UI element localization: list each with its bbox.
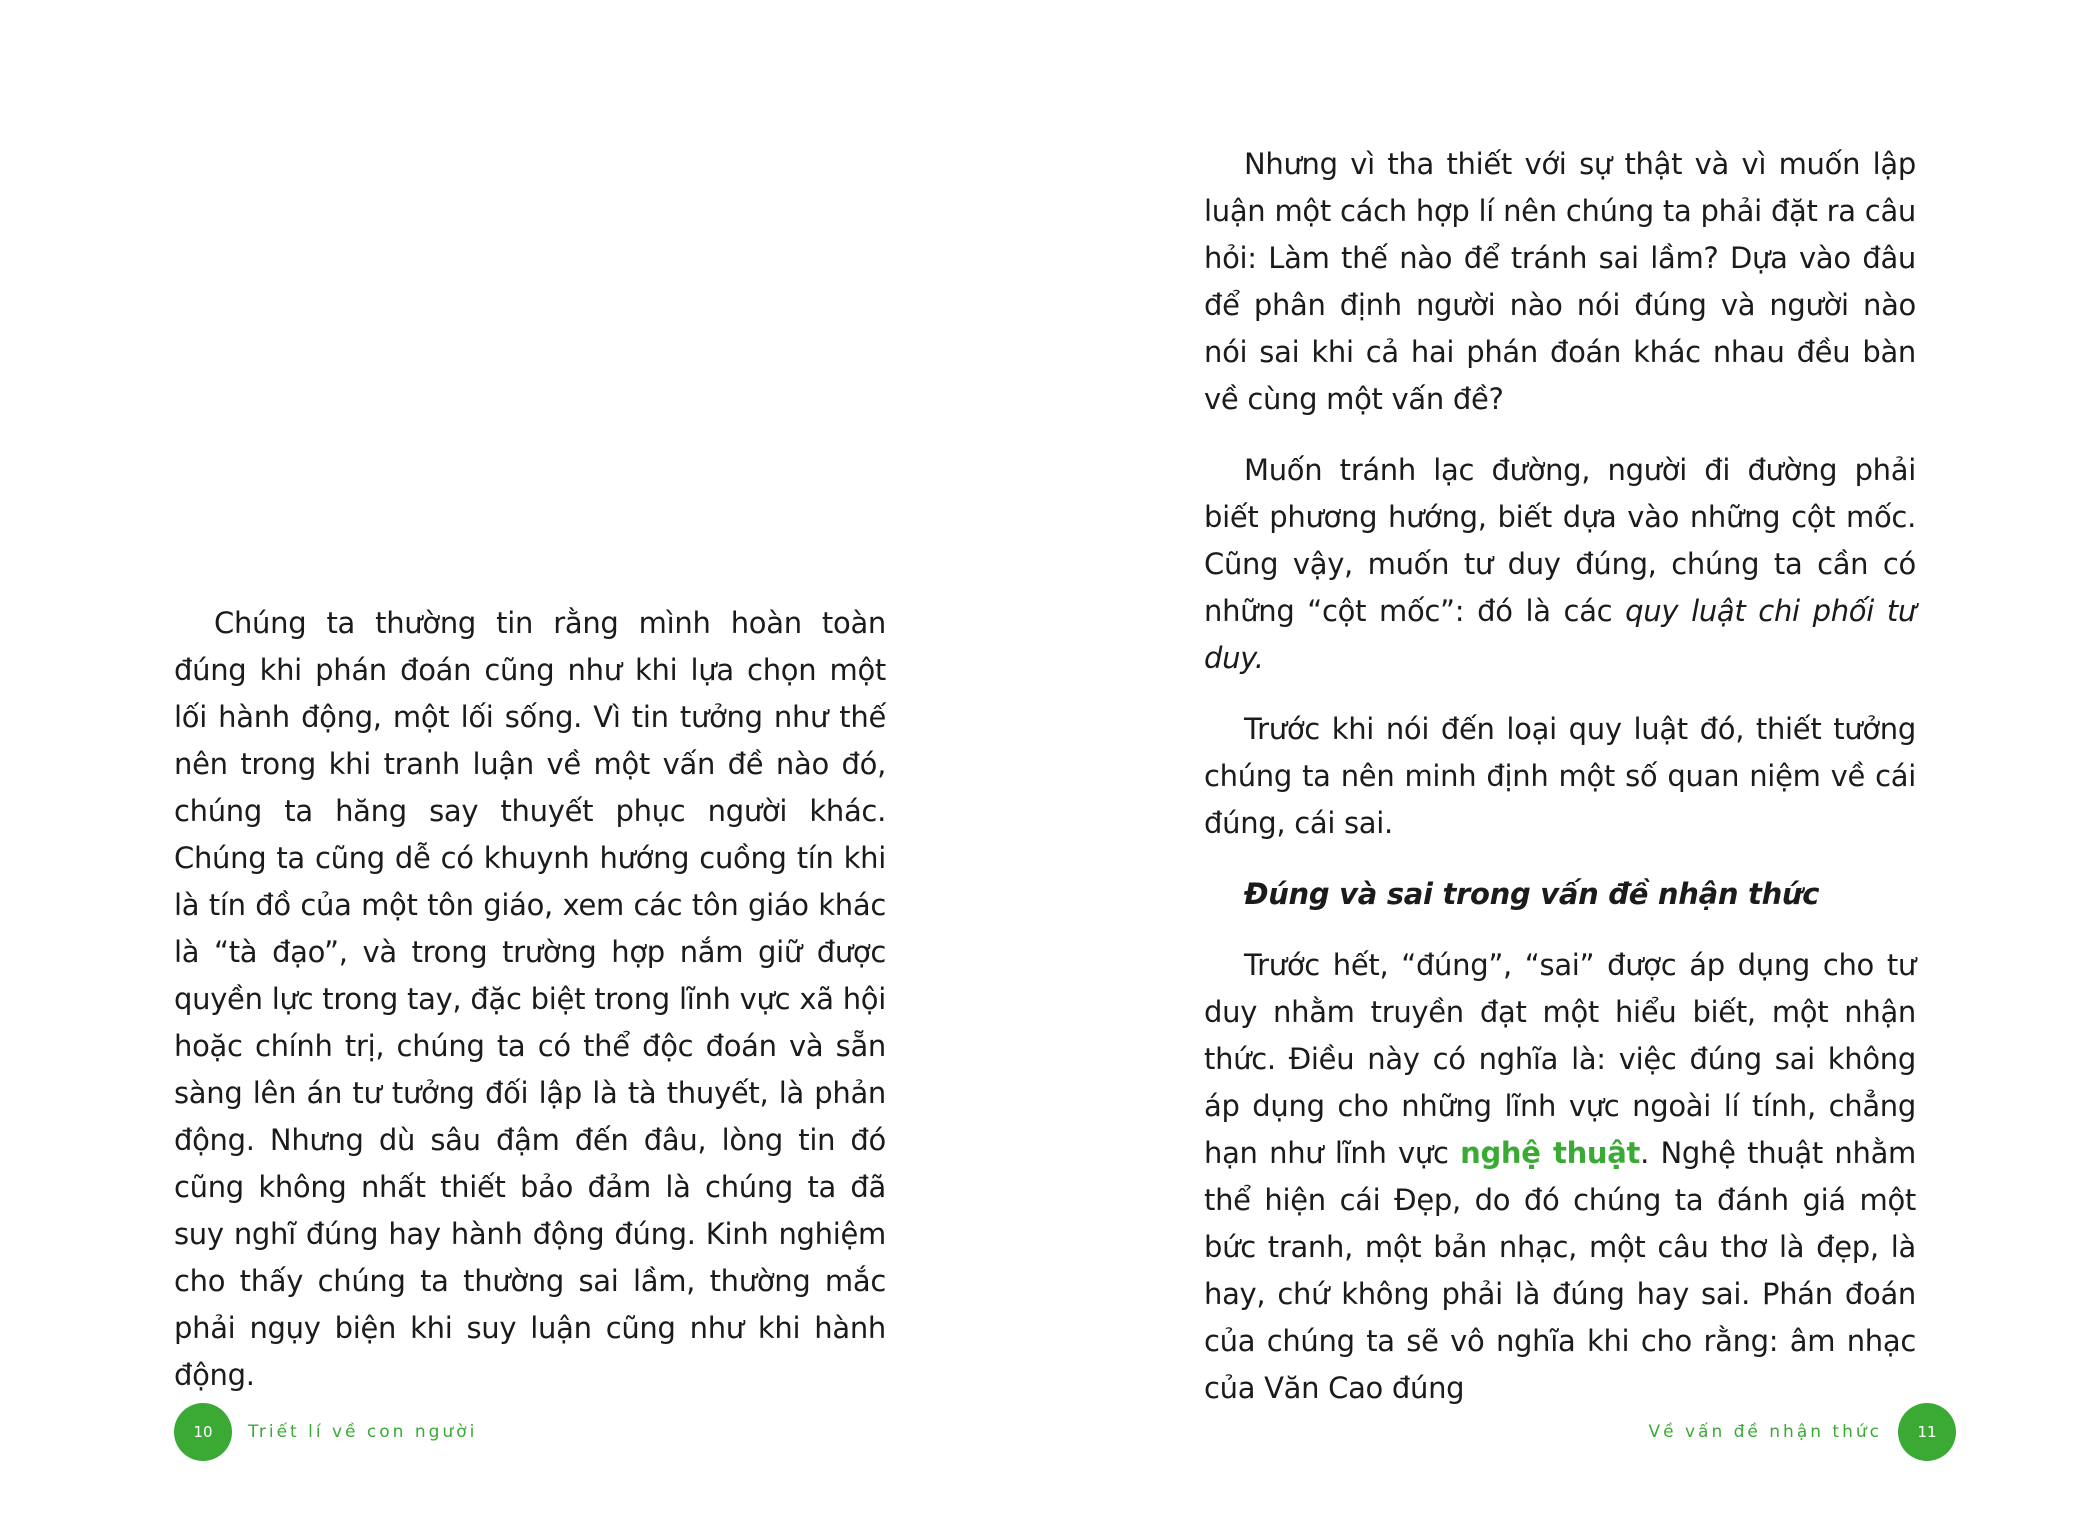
paragraph-4-text-start: Trước hết, “đúng”, “sai” được áp dụng cho tư duy nhằm truyền đạt một hiểu biết, một nhận thức. Điều này có nghĩa là: việc đúng sai không áp dụng cho những lĩnh vực ngoài lí tính, chẳng hạn như lĩnh vực bbox=[1204, 948, 1916, 1170]
page-number-badge: 10 bbox=[174, 1403, 232, 1461]
page-number-badge: 11 bbox=[1898, 1403, 1956, 1461]
paragraph-3: Trước khi nói đến loại quy luật đó, thiết tưởng chúng ta nên minh định một số quan niệm về cái đúng, cái sai. bbox=[1204, 712, 1916, 840]
paragraph-2 bbox=[1204, 447, 1916, 682]
right-footer bbox=[1648, 1403, 1956, 1461]
paragraph-4-text-end: . Nghệ thuật nhằm thể hiện cái Đẹp, do đó chúng ta đánh giá một bức tranh, một bản nhạc, một câu thơ là đẹp, là hay, chứ không phải là đúng hay sai. Phán đoán của chúng ta sẽ vô nghĩa khi cho rằng: âm nhạc của Văn Cao đúng bbox=[1204, 1136, 1916, 1405]
paragraph-1: Nhưng vì tha thiết với sự thật và vì muốn lập luận một cách hợp lí nên chúng ta phải đặt ra câu hỏi: Làm thế nào để tránh sai lầm? Dựa vào đâu để phân định người nào nói đúng và người nào nói sai khi cả hai phán đoán khác nhau đều bàn về cùng một vấn đề? bbox=[1204, 147, 1916, 416]
running-title: Về vấn đề nhận thức bbox=[1648, 1422, 1882, 1442]
paragraph-4 bbox=[1204, 942, 1916, 1412]
highlighted-term: nghệ thuật bbox=[1460, 1136, 1641, 1170]
section-heading: Đúng và sai trong vấn đề nhận thức bbox=[1244, 877, 1820, 911]
running-title: Triết lí về con người bbox=[248, 1422, 478, 1442]
left-paragraph: Chúng ta thường tin rằng mình hoàn toàn đúng khi phán đoán cũng như khi lựa chọn một lối hành động, một lối sống. Vì tin tưởng như thế nên trong khi tranh luận về một vấn đề nào đó, chúng ta hăng say thuyết phục người khác. Chúng ta cũng dễ có khuynh hướng cuồng tín khi là tín đồ của một tôn giáo, xem các tôn giáo khác là “tà đạo”, và trong trường hợp nắm giữ được quyền lực trong tay, đặc biệt trong lĩnh vực xã hội hoặc chính trị, chúng ta có thể độc đoán và sẵn sàng lên án tư tưởng đối lập là tà thuyết, là phản động. Nhưng dù sâu đậm đến đâu, lòng tin đó cũng không nhất thiết bảo đảm là chúng ta đã suy nghĩ đúng hay hành động đúng. Kinh nghiệm cho thấy chúng ta thường sai lầm, thường mắc phải ngụy biện khi suy luận cũng như khi hành động. bbox=[174, 606, 886, 1392]
right-page bbox=[1040, 0, 2079, 1528]
left-footer bbox=[174, 1403, 477, 1461]
italic-phrase: quy luật chi phối tư duy. bbox=[1204, 594, 1917, 675]
left-body-text bbox=[174, 600, 886, 1399]
paragraph-2-text: Muốn tránh lạc đường, người đi đường phải biết phương hướng, biết dựa vào những cột mốc. Cũng vậy, muốn tư duy đúng, chúng ta cần có những “cột mốc”: đó là các bbox=[1204, 453, 1916, 628]
right-body-text bbox=[1204, 141, 1916, 1412]
